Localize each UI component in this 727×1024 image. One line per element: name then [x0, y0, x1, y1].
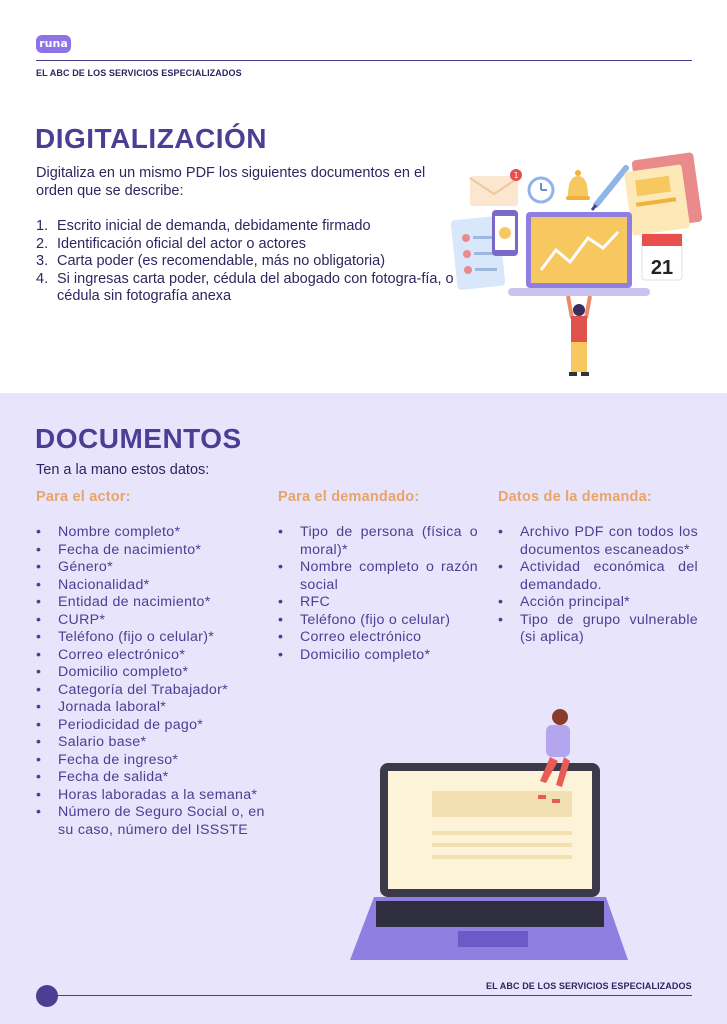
document-item: • Teléfono (fijo o celular)* [36, 629, 276, 647]
document-item: • Correo electrónico* [36, 647, 276, 665]
footer-dot [36, 985, 58, 1007]
document-item: • CURP* [36, 612, 276, 630]
step-number: 4. [36, 270, 49, 287]
document-item: • Periodicidad de pago* [36, 717, 276, 735]
step-number: 3. [36, 253, 49, 269]
document-item: • Género* [36, 559, 276, 577]
step-number: 2. [36, 235, 49, 252]
step-text: Escrito inicial de demanda, debidamente firmado [57, 218, 371, 234]
monitor-icon [508, 212, 650, 296]
clock-icon [529, 178, 553, 202]
document-item: • Jornada laboral* [36, 699, 276, 717]
document-item: • Correo electrónico [278, 629, 478, 647]
document-item: • RFC [278, 594, 478, 612]
document-item: • Nacionalidad* [36, 577, 276, 595]
document-item: • Número de Seguro Social o, en su caso, número del ISSSTE [36, 804, 276, 839]
document-item: • Tipo de persona (física o moral)* [278, 524, 478, 559]
document-item: • Nombre completo o razón social [278, 559, 478, 594]
digitalizacion-title: DIGITALIZACIÓN [35, 123, 268, 154]
document-item: • Nombre completo* [36, 524, 276, 542]
step-item [36, 236, 456, 254]
document-item: • Archivo PDF con todos los documentos escaneados* [498, 524, 698, 559]
actor-list [36, 524, 276, 839]
document-item: • Actividad económica del demandado. [498, 559, 698, 594]
digitalizacion-intro: Digitaliza en un mismo PDF los siguientes documentos en el orden que se describe: [36, 165, 426, 199]
envelope-icon [470, 169, 522, 206]
document-item: • Fecha de nacimiento* [36, 542, 276, 560]
laptop-illustration [346, 705, 632, 963]
column-heading-demandado: Para el demandado: [278, 489, 420, 505]
document-item: • Salario base* [36, 734, 276, 752]
document-item: • Acción principal* [498, 594, 698, 612]
step-text: Identificación oficial del actor o actores [57, 235, 307, 252]
person-figure [568, 296, 590, 376]
documentos-title: DOCUMENTOS [35, 423, 242, 454]
bell-icon [566, 170, 590, 200]
documentos-subtitle: Ten a la mano estos datos: [36, 462, 210, 478]
calendar-icon [642, 234, 682, 280]
step-item [36, 253, 456, 271]
document-item: • Domicilio completo* [278, 647, 478, 665]
runa-logo: runa [36, 35, 71, 53]
digitalizacion-steps [36, 218, 456, 306]
document-item: • Entidad de nacimiento* [36, 594, 276, 612]
header-label: EL ABC DE LOS SERVICIOS ESPECIALIZADOS [36, 68, 242, 78]
demandado-list [278, 524, 478, 664]
folder-icon [624, 152, 703, 236]
document-item: • Categoría del Trabajador* [36, 682, 276, 700]
step-text: Carta poder (es recomendable, más no obligatoria) [57, 253, 386, 269]
svg-text:21: 21 [650, 257, 674, 279]
svg-text:1: 1 [513, 171, 519, 180]
phone-icon [492, 210, 518, 256]
document-item: • Fecha de ingreso* [36, 752, 276, 770]
document-item: • Tipo de grupo vulnerable (si aplica) [498, 612, 698, 647]
demanda-list [498, 524, 698, 647]
office-illustration [448, 150, 708, 385]
document-item: • Horas laboradas a la semana* [36, 787, 276, 805]
footer-label: EL ABC DE LOS SERVICIOS ESPECIALIZADOS [486, 981, 692, 991]
document-item: • Domicilio completo* [36, 664, 276, 682]
step-item [36, 218, 456, 236]
document-item: • Fecha de salida* [36, 769, 276, 787]
document-item: • Teléfono (fijo o celular) [278, 612, 478, 630]
footer-divider [58, 995, 692, 996]
laptop-icon [350, 763, 628, 960]
step-number: 1. [36, 218, 49, 234]
step-item [36, 271, 456, 306]
step-text: Si ingresas carta poder, cédula del abogado con fotogra-fía, o cédula sin fotografía anexa [57, 270, 454, 304]
pencil-icon [592, 168, 626, 210]
header-divider [36, 60, 692, 61]
column-heading-actor: Para el actor: [36, 489, 131, 505]
column-heading-demanda: Datos de la demanda: [498, 489, 652, 505]
